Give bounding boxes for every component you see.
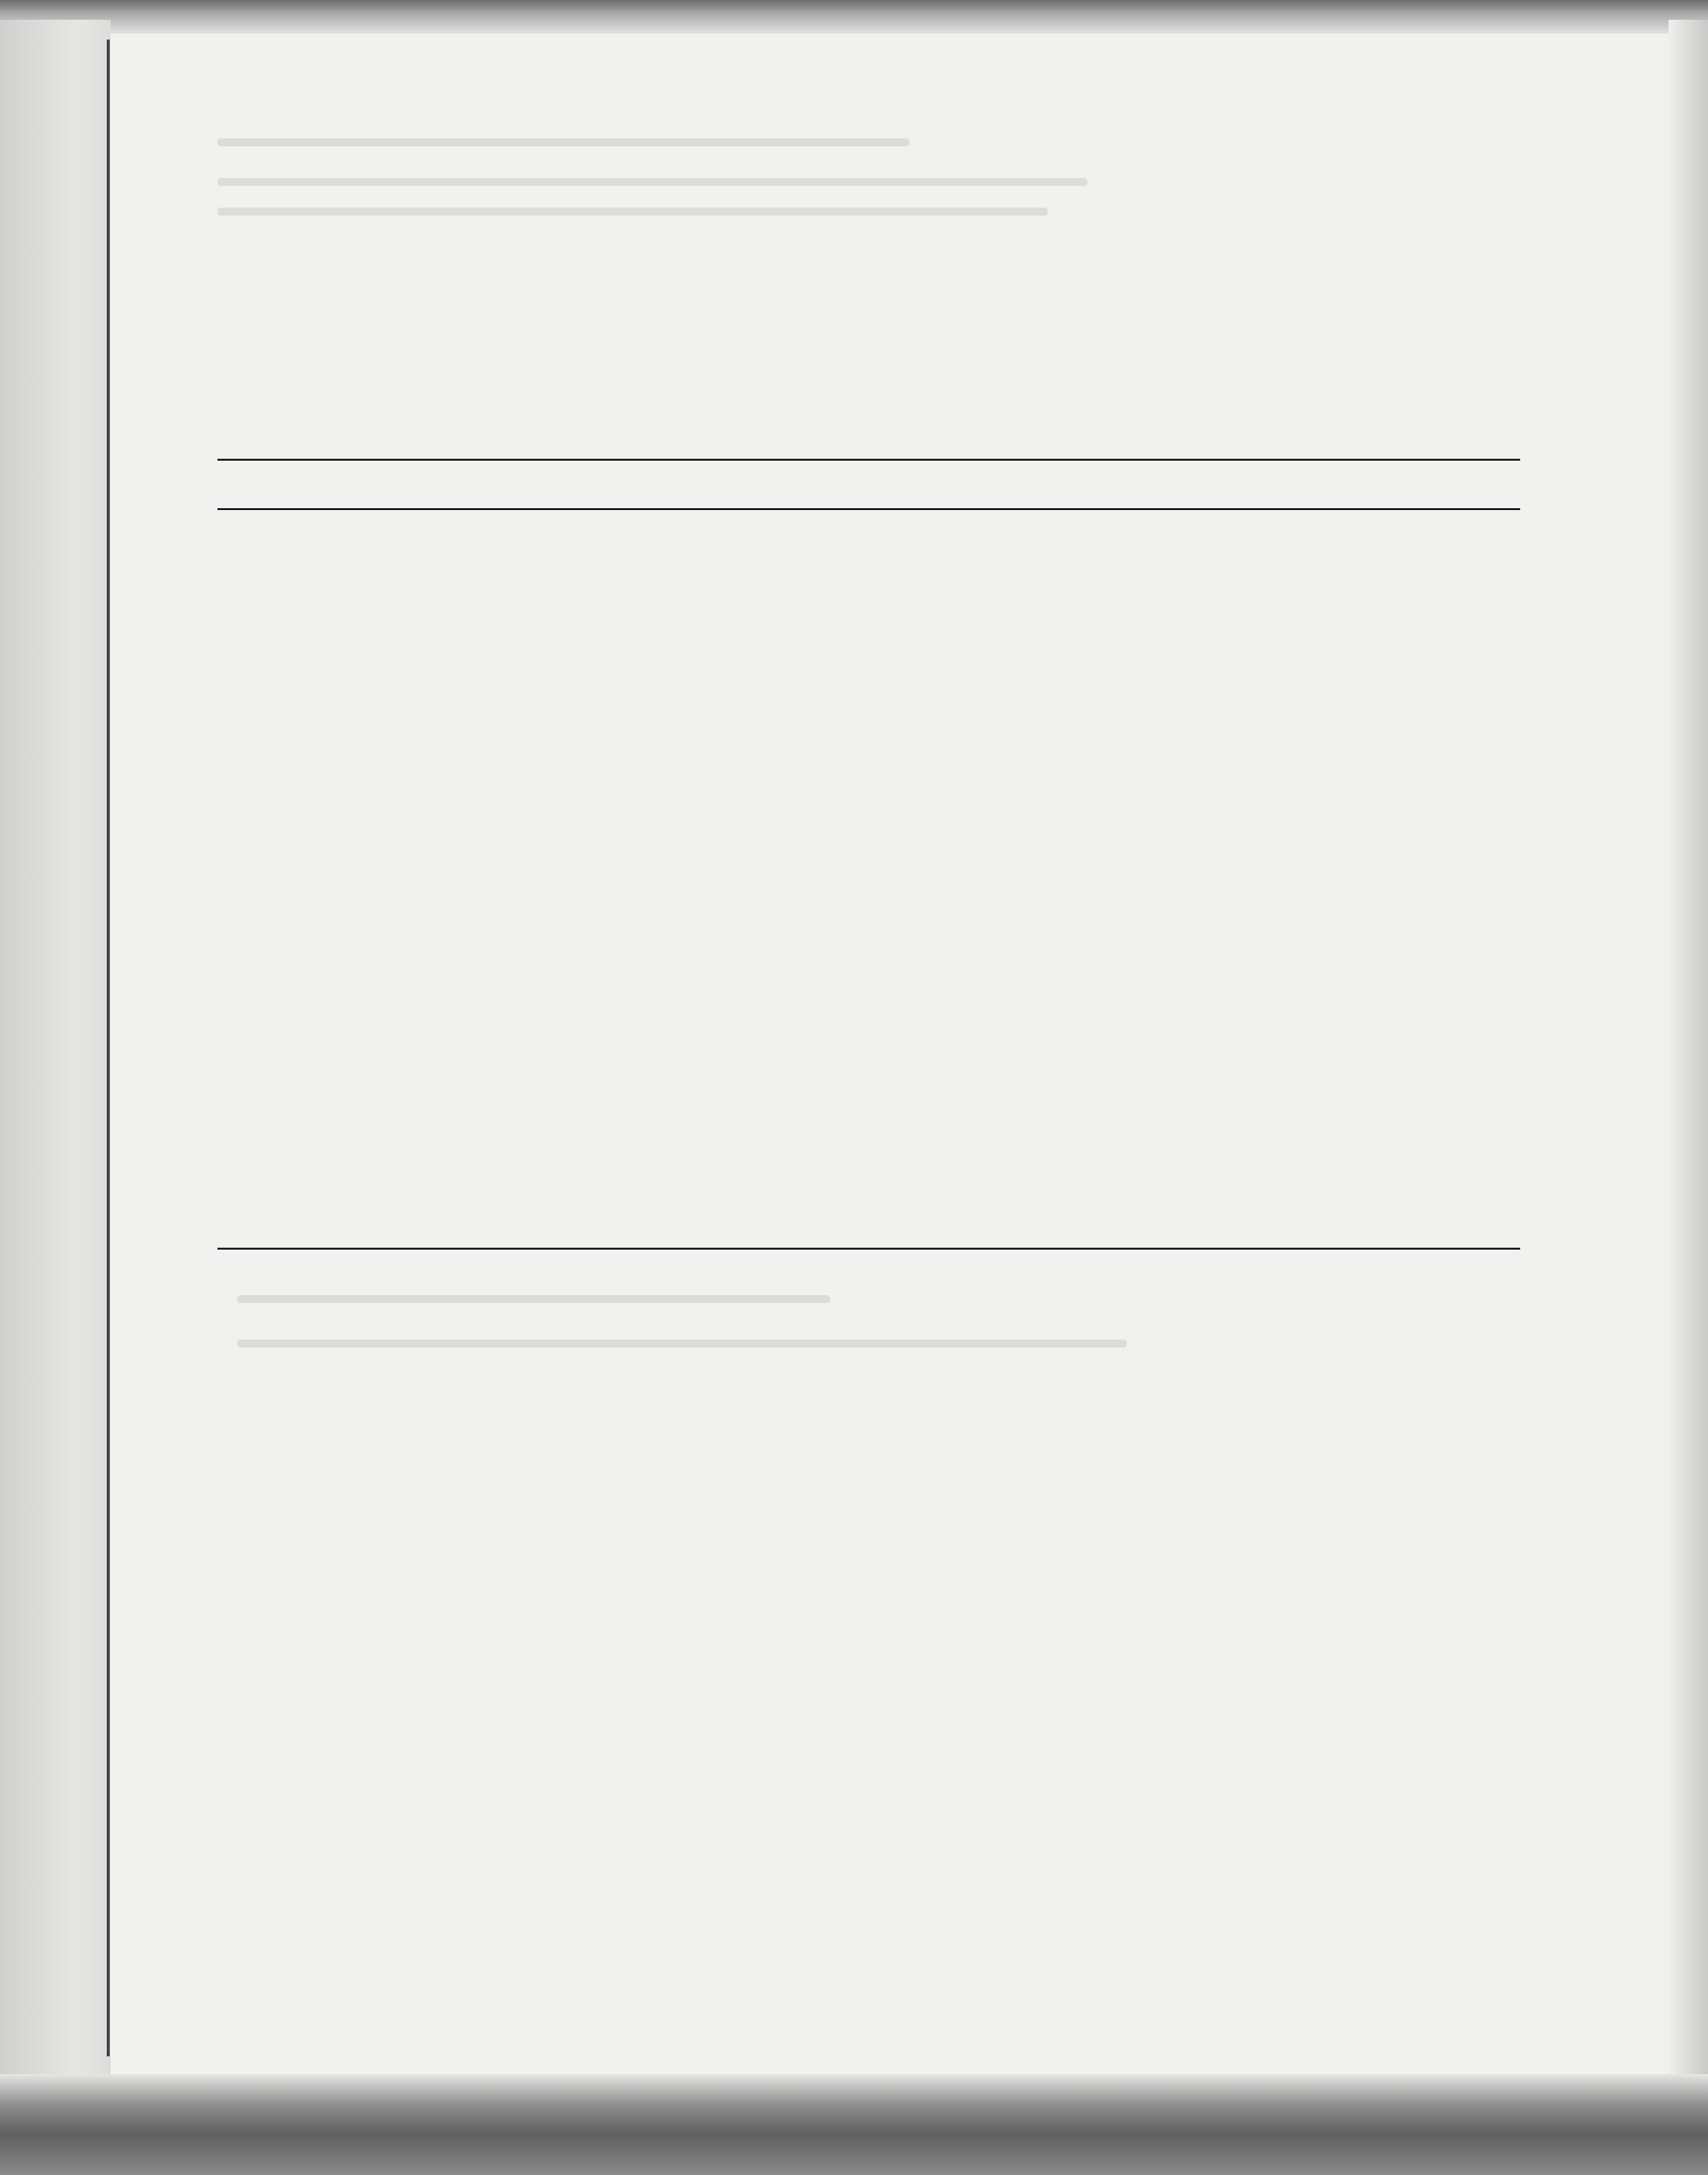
bleed-through-text [237, 1340, 1127, 1348]
bleed-through-text [217, 178, 1087, 186]
scan-top-shadow [0, 0, 1708, 34]
binding-edge [107, 40, 110, 2056]
bleed-through-text [217, 138, 909, 146]
scan-right-shadow [1668, 20, 1708, 2076]
table-top-rule [217, 459, 1520, 461]
binding-strip [0, 20, 111, 2076]
scan-bottom-shadow [0, 2074, 1708, 2175]
table-header-rule [217, 508, 1520, 510]
table-bottom-rule [217, 1248, 1520, 1250]
bleed-through-text [217, 208, 1048, 216]
bleed-through-text [237, 1295, 830, 1303]
